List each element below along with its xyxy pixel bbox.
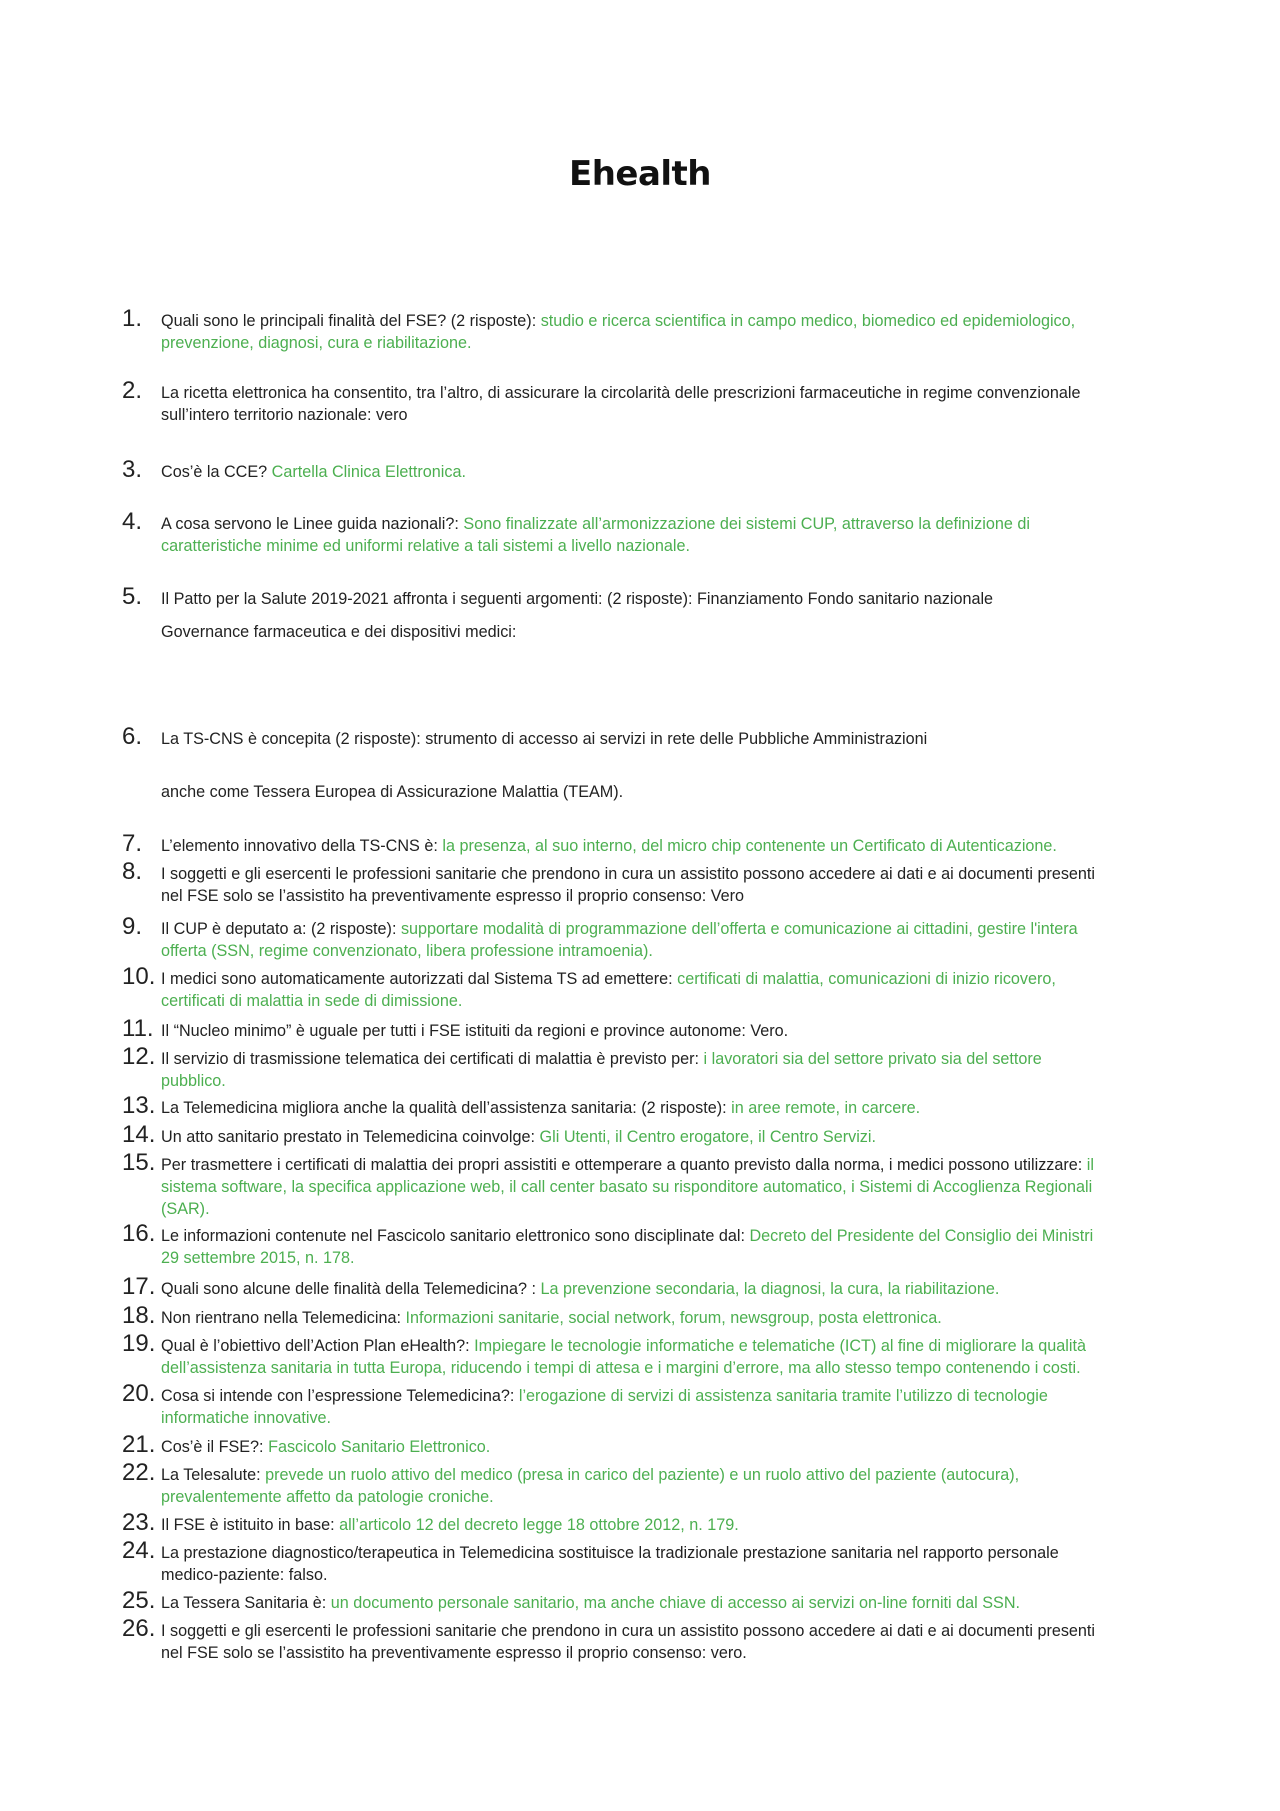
answer-text: prevenzione, diagnosi, cura e riabilitazione. xyxy=(161,334,472,352)
item-number: 13. xyxy=(122,1092,156,1119)
question-text: sull’intero territorio nazionale: vero xyxy=(161,406,408,424)
item-line xyxy=(161,1564,327,1586)
answer-text: pubblico. xyxy=(161,1072,226,1090)
item-number: 20. xyxy=(122,1380,156,1407)
item-number: 22. xyxy=(122,1459,156,1486)
item-line xyxy=(161,332,471,354)
question-text: anche come Tessera Europea di Assicurazione Malattia (TEAM). xyxy=(161,783,624,801)
page-title: Ehealth xyxy=(568,154,712,194)
answer-text: caratteristiche minime ed uniformi relative a tali sistemi a livello nazionale. xyxy=(161,537,691,555)
answer-text: Impiegare le tecnologie informatiche e telematiche (ICT) al fine di migliorare la qualità xyxy=(474,1337,1086,1355)
question-text: La Telemedicina migliora anche la qualità dell’assistenza sanitaria: (2 risposte): xyxy=(161,1099,732,1117)
answer-text: prevede un ruolo attivo del medico (presa in carico del paziente) e un ruolo attivo del paziente (autocura), xyxy=(265,1466,1020,1484)
answer-text: 29 settembre 2015, n. 178. xyxy=(161,1249,355,1267)
item-number: 11. xyxy=(122,1015,154,1042)
question-text: Quali sono alcune delle finalità della Telemedicina? : xyxy=(161,1280,541,1298)
item-number: 4. xyxy=(122,508,143,535)
question-text: nel FSE solo se l’assistito ha preventivamente espresso il proprio consenso: vero. xyxy=(161,1644,747,1662)
answer-text: dell’assistenza sanitaria in tutta Europa, riducendo i tempi di attesa e i margini d’errore, ma allo stesso tempo contenendo i costi. xyxy=(161,1359,1081,1377)
answer-text: offerta (SSN, regime convenzionato, libera professione intramoenia). xyxy=(161,942,653,960)
question-text: Il servizio di trasmissione telematica dei certificati di malattia è previsto per: xyxy=(161,1050,704,1068)
answer-text: in aree remote, in carcere. xyxy=(731,1099,921,1117)
item-number: 25. xyxy=(122,1587,156,1614)
item-line xyxy=(161,1592,1020,1614)
question-text: La TS-CNS è concepita (2 risposte): strumento di accesso ai servizi in rete delle Pubbliche Amministrazioni xyxy=(161,730,928,748)
question-text: Governance farmaceutica e dei dispositivi medici: xyxy=(161,623,517,641)
item-line xyxy=(161,1514,739,1536)
item-number: 3. xyxy=(122,456,143,483)
answer-text: Decreto del Presidente del Consiglio dei Ministri xyxy=(749,1227,1094,1245)
answer-text: (SAR). xyxy=(161,1200,210,1218)
item-line xyxy=(161,382,1081,404)
answer-text: La prevenzione secondaria, la diagnosi, la cura, la riabilitazione. xyxy=(540,1280,1000,1298)
item-line xyxy=(161,885,744,907)
question-text: La Telesalute: xyxy=(161,1466,266,1484)
answer-text: all’articolo 12 del decreto legge 18 ottobre 2012, n. 179. xyxy=(339,1516,739,1534)
item-line xyxy=(161,1407,331,1429)
item-number: 5. xyxy=(122,583,143,610)
answer-text: la presenza, al suo interno, del micro chip contenente un Certificato di Autenticazione. xyxy=(442,837,1057,855)
item-number: 6. xyxy=(122,723,143,750)
item-line xyxy=(161,1642,747,1664)
answer-text: sistema software, la specifica applicazione web, il call center basato su risponditore automatico, i Sistemi di Accoglienza Regionali xyxy=(161,1178,1093,1196)
answer-text: studio e ricerca scientifica in campo medico, biomedico ed epidemiologico, xyxy=(540,312,1076,330)
item-line xyxy=(161,1307,942,1329)
item-line xyxy=(161,1486,494,1508)
item-line xyxy=(161,1357,1081,1379)
question-text: Il CUP è deputato a: (2 risposte): xyxy=(161,920,401,938)
item-number: 15. xyxy=(122,1149,156,1176)
item-line xyxy=(161,1335,1086,1357)
item-number: 2. xyxy=(122,377,143,404)
item-number: 14. xyxy=(122,1121,156,1148)
question-text: Quali sono le principali finalità del FSE? (2 risposte): xyxy=(161,312,541,330)
answer-text: il xyxy=(1086,1156,1094,1174)
question-text: Cos’è il FSE?: xyxy=(161,1438,269,1456)
question-text: A cosa servono le Linee guida nazionali?: xyxy=(161,515,464,533)
item-line xyxy=(161,728,927,750)
item-line xyxy=(161,1385,1048,1407)
question-text: Le informazioni contenute nel Fascicolo sanitario elettronico sono disciplinate dal: xyxy=(161,1227,750,1245)
item-number: 10. xyxy=(122,963,156,990)
item-line xyxy=(161,621,516,643)
question-text: Non rientrano nella Telemedicina: xyxy=(161,1309,406,1327)
question-text: Qual è l’obiettivo dell’Action Plan eHealth?: xyxy=(161,1337,475,1355)
question-text: Un atto sanitario prestato in Telemedicina coinvolge: xyxy=(161,1128,540,1146)
answer-text: informatiche innovative. xyxy=(161,1409,332,1427)
item-line xyxy=(161,835,1057,857)
item-line xyxy=(161,1225,1093,1247)
item-line xyxy=(161,461,466,483)
item-line xyxy=(161,990,462,1012)
item-line xyxy=(161,1464,1019,1486)
answer-text: Fascicolo Sanitario Elettronico. xyxy=(268,1438,491,1456)
item-line xyxy=(161,1198,210,1220)
item-line xyxy=(161,1620,1095,1642)
item-line xyxy=(161,1176,1092,1198)
item-line xyxy=(161,863,1095,885)
item-number: 21. xyxy=(122,1431,156,1458)
answer-text: i lavoratori sia del settore privato sia del settore xyxy=(703,1050,1042,1068)
item-line xyxy=(161,404,408,426)
item-line xyxy=(161,1097,920,1119)
item-line xyxy=(161,535,690,557)
question-text: I soggetti e gli esercenti le professioni sanitarie che prendono in cura un assistito possono accedere ai dati e ai documenti presenti xyxy=(161,1622,1096,1640)
question-text: La Tessera Sanitaria è: xyxy=(161,1594,331,1612)
item-line xyxy=(161,513,1030,535)
answer-text: Gli Utenti, il Centro erogatore, il Centro Servizi. xyxy=(539,1128,876,1146)
item-number: 7. xyxy=(122,830,143,857)
item-line xyxy=(161,588,993,610)
item-number: 16. xyxy=(122,1220,156,1247)
question-text: Il “Nucleo minimo” è uguale per tutti i FSE istituiti da regioni e province autonome: Vero. xyxy=(161,1022,789,1040)
item-line xyxy=(161,1154,1094,1176)
answer-text: l’erogazione di servizi di assistenza sanitaria tramite l’utilizzo di tecnologie xyxy=(518,1387,1048,1405)
question-text: I soggetti e gli esercenti le professioni sanitarie che prendono in cura un assistito possono accedere ai dati e ai documenti presenti xyxy=(161,865,1096,883)
item-number: 26. xyxy=(122,1615,156,1642)
answer-text: un documento personale sanitario, ma anche chiave di accesso ai servizi on-line forniti dal SSN. xyxy=(330,1594,1021,1612)
item-number: 18. xyxy=(122,1302,156,1329)
item-line xyxy=(161,1070,226,1092)
question-text: Il FSE è istituito in base: xyxy=(161,1516,340,1534)
question-text: I medici sono automaticamente autorizzati dal Sistema TS ad emettere: xyxy=(161,970,678,988)
item-number: 1. xyxy=(122,305,143,332)
question-text: Per trasmettere i certificati di malattia dei propri assistiti e ottemperare a quanto previsto dalla norma, i medici possono utilizzare: xyxy=(161,1156,1087,1174)
item-line xyxy=(161,968,1056,990)
item-number: 19. xyxy=(122,1330,156,1357)
question-text: nel FSE solo se l’assistito ha preventivamente espresso il proprio consenso: Vero xyxy=(161,887,745,905)
item-line xyxy=(161,1436,490,1458)
question-text: L’elemento innovativo della TS-CNS è: xyxy=(161,837,443,855)
question-text: La prestazione diagnostico/terapeutica in Telemedicina sostituisce la tradizionale prestazione sanitaria nel rapporto personale xyxy=(161,1544,1059,1562)
item-line xyxy=(161,1278,999,1300)
item-number: 9. xyxy=(122,913,143,940)
item-number: 8. xyxy=(122,858,143,885)
answer-text: Sono finalizzate all’armonizzazione dei sistemi CUP, attraverso la definizione di xyxy=(463,515,1030,533)
item-line xyxy=(161,310,1075,332)
question-text: medico-paziente: falso. xyxy=(161,1566,328,1584)
answer-text: prevalentemente affetto da patologie croniche. xyxy=(161,1488,494,1506)
item-number: 17. xyxy=(122,1273,156,1300)
question-text: Cos’è la CCE? xyxy=(161,463,272,481)
answer-text: supportare modalità di programmazione dell’offerta e comunicazione ai cittadini, gestire l'intera xyxy=(400,920,1078,938)
question-text: Cosa si intende con l’espressione Telemedicina?: xyxy=(161,1387,519,1405)
item-number: 24. xyxy=(122,1537,156,1564)
question-text: La ricetta elettronica ha consentito, tra l’altro, di assicurare la circolarità delle prescrizioni farmaceutiche in regime convenzionale xyxy=(161,384,1081,402)
answer-text: certificati di malattia in sede di dimissione. xyxy=(161,992,463,1010)
item-number: 23. xyxy=(122,1509,156,1536)
answer-text: Cartella Clinica Elettronica. xyxy=(271,463,467,481)
item-line xyxy=(161,1247,354,1269)
item-number: 12. xyxy=(122,1043,156,1070)
answer-text: Informazioni sanitarie, social network, forum, newsgroup, posta elettronica. xyxy=(405,1309,942,1327)
item-line xyxy=(161,1542,1059,1564)
item-line xyxy=(161,940,653,962)
item-line xyxy=(161,1126,876,1148)
item-line xyxy=(161,1048,1042,1070)
item-line xyxy=(161,1020,788,1042)
item-line xyxy=(161,918,1078,940)
answer-text: certificati di malattia, comunicazioni di inizio ricovero, xyxy=(677,970,1056,988)
question-text: Il Patto per la Salute 2019-2021 affronta i seguenti argomenti: (2 risposte): Finanziamento Fondo sanitario nazionale xyxy=(161,590,994,608)
item-line xyxy=(161,781,623,803)
